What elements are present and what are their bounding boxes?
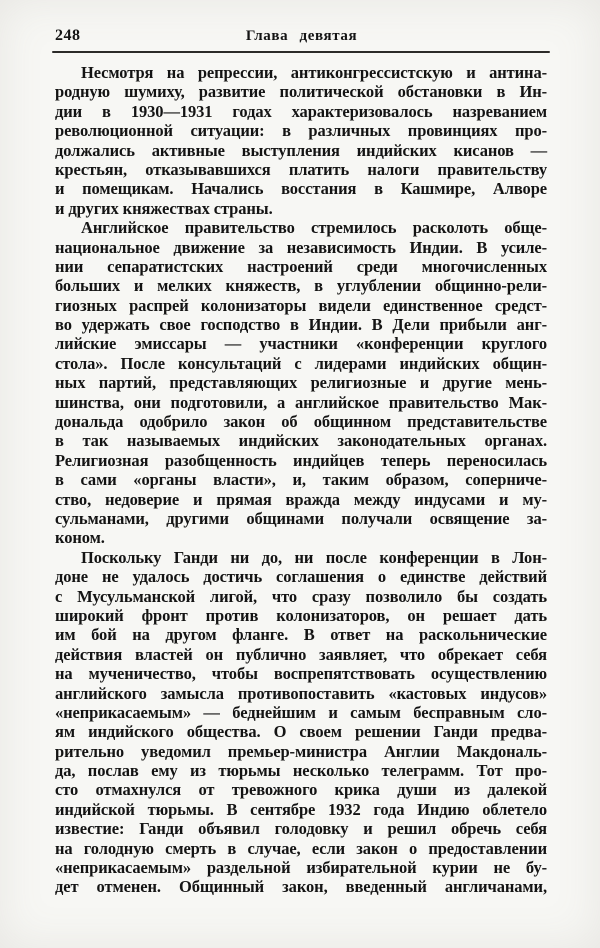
text-line: индийской тюрьмы. В сентябре 1932 года Индию облетело [55, 799, 547, 819]
text-line: национальное движение за независимость Индии. В усиле- [55, 237, 547, 257]
text-line: дональда одобрило закон об общинном представительстве [55, 412, 547, 432]
text-line: больших и мелких княжеств, в углублении общинно-рели- [55, 276, 547, 296]
text-line: Несмотря на репрессии, антиконгрессистскую и антина- [81, 63, 547, 82]
text-line: Английское правительство стремилось расколоть обще- [81, 218, 547, 238]
text-line: известие: Ганди объявил голодовку и решил обречь себя [55, 819, 547, 839]
text-line: ных партий, представляющих религиозные и другие мень- [55, 373, 547, 393]
running-head [55, 27, 548, 49]
paragraph [55, 218, 547, 548]
text-line: в так называемых индийских законодательных органах. [55, 431, 547, 451]
text-line: в сами «органы власти», и, таким образом, соперниче- [55, 470, 547, 490]
text-line: сто отмахнулся от тревожного крика души из далекой [55, 780, 547, 800]
text-line: стола». После консультаций с лидерами индийских общин- [55, 353, 547, 373]
text-line: Поскольку Ганди ни до, ни после конференции в Лон- [81, 547, 547, 567]
text-line: с Мусульманской лигой, что сразу позволило бы создать [55, 586, 547, 606]
text-line: лийские эмиссары — участники «конференции круглого [55, 334, 547, 354]
text-line: и других княжествах страны. [55, 198, 273, 218]
text-line: нии сепаратистских настроений среди многочисленных [55, 256, 547, 276]
text-line: на мученичество, чтобы воспрепятствовать осуществлению [55, 664, 547, 684]
text-line: широкий фронт против колонизаторов, он решает дать [55, 605, 547, 625]
paragraph [55, 63, 547, 218]
text-line: рительно уведомил премьер-министра Англии Макдональ- [55, 741, 547, 761]
text-line: да, послав ему из тюрьмы несколько телеграмм. Тот про- [55, 761, 547, 781]
text-line: «неприкасаемым» — беднейшим и самым бесправным сло- [55, 702, 547, 722]
chapter-title: Глава девятая [245, 28, 358, 44]
text-line: шинства, они подготовили, а английское правительство Мак- [55, 392, 547, 412]
text-line: коном. [55, 528, 105, 548]
text-line: сульманами, другими общинами получали освящение за- [55, 508, 547, 528]
body-text [55, 63, 547, 897]
text-line: родную шумиху, развитие политической обстановки в Ин- [55, 82, 547, 102]
text-line: дет отменен. Общинный закон, введенный англичанами, [55, 877, 547, 897]
text-line: революционной ситуации: в различных провинциях про- [55, 121, 547, 141]
text-line: во удержать свое господство в Индии. В Дели прибыли анг- [55, 315, 547, 335]
text-line: им бой на другом фланге. В ответ на раскольнические [55, 625, 547, 645]
text-line: «неприкасаемым» раздельной избирательной курии не бу- [55, 858, 547, 878]
text-line: гиозных распрей колонизаторы видели единственное средст- [55, 295, 547, 315]
paragraph [55, 548, 547, 897]
text-line: доне не удалось достичь соглашения о единстве действий [55, 567, 547, 587]
text-line: ям индийского общества. О своем решении Ганди предва- [55, 722, 547, 742]
text-line: и помещикам. Начались восстания в Кашмире, Алворе [55, 179, 547, 199]
text-line: крестьян, отказывавшихся платить налоги правительству [55, 159, 547, 179]
text-line: Религиозная разобщенность индийцев теперь переносилась [55, 450, 547, 470]
page-number: 248 [55, 27, 81, 44]
text-line: должались активные выступления индийских кисанов — [55, 140, 547, 160]
header-rule [52, 51, 550, 53]
text-line: действия властей он публично заявляет, что обрекает себя [55, 644, 547, 664]
text-line: ство, недоверие и прямая вражда между индусами и му- [55, 489, 547, 509]
text-line: английского замысла противопоставить «кастовых индусов» [55, 683, 547, 703]
text-line: дии в 1930—1931 годах характеризовалось назреванием [55, 101, 547, 121]
text-line: на голодную смерть в случае, если закон о предоставлении [55, 838, 547, 858]
